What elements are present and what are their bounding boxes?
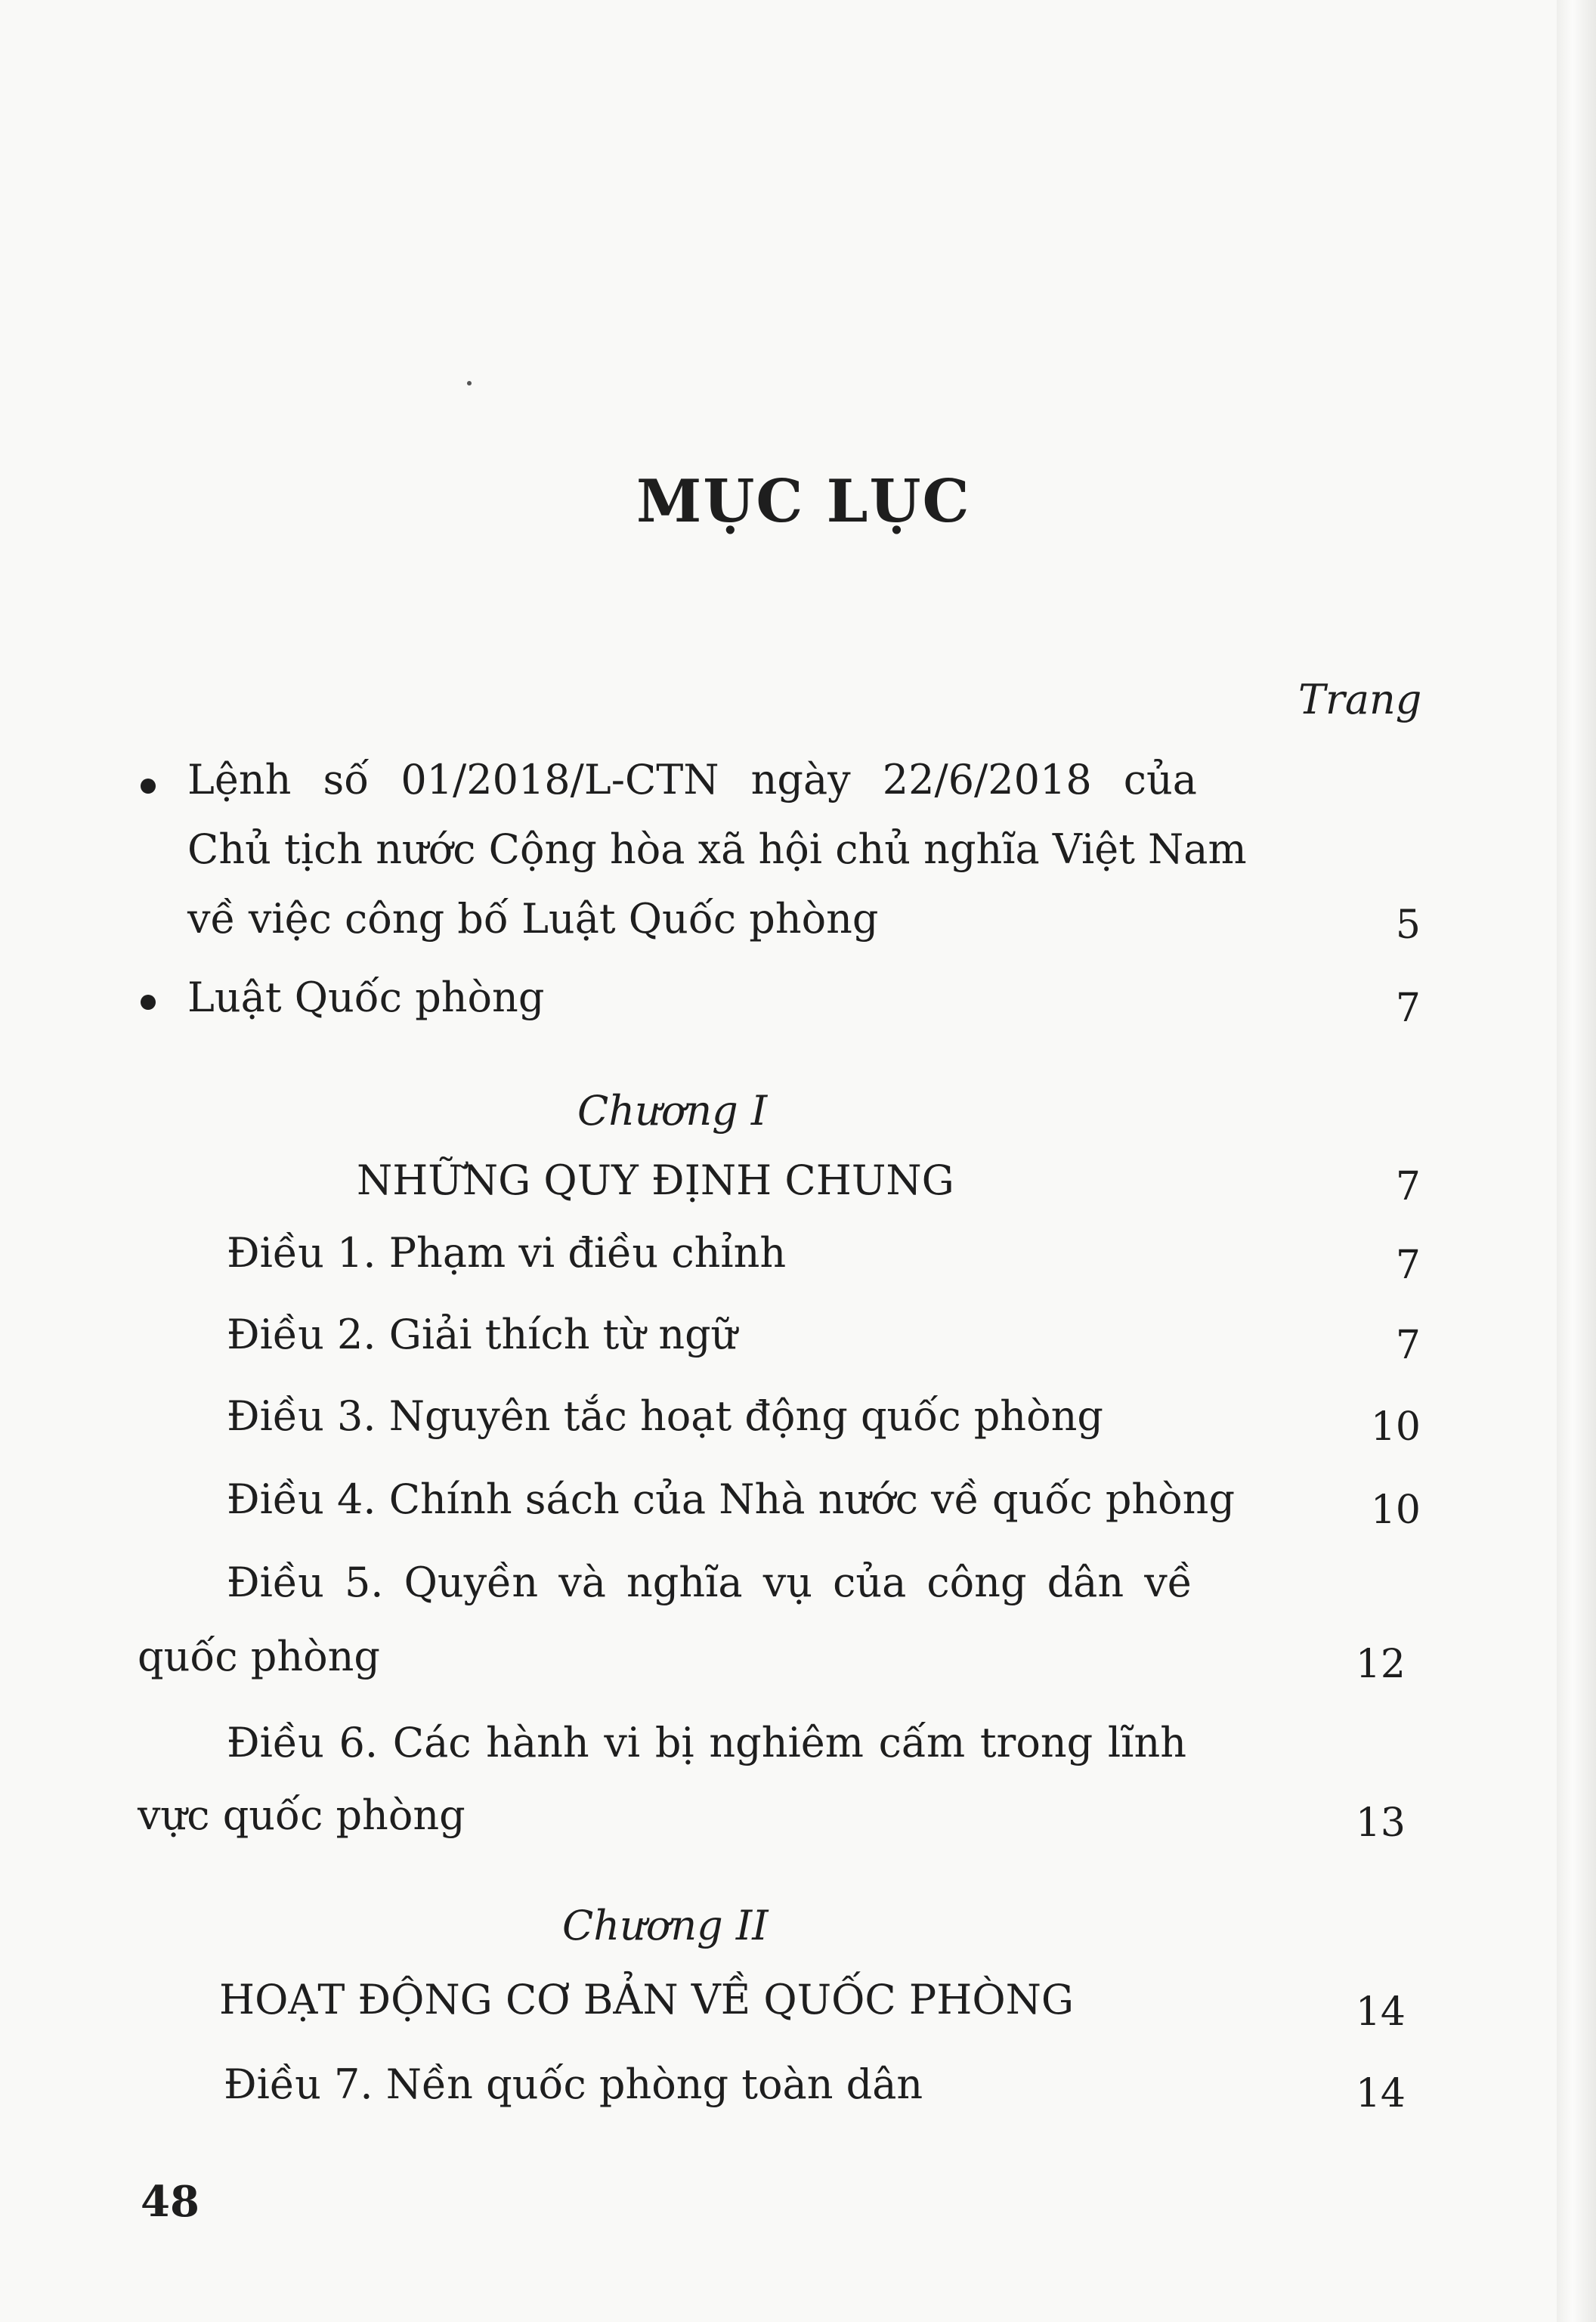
toc-entry-lenh-line3: về việc công bố Luật Quốc phòng (187, 895, 879, 943)
toc-entry-lenh-line1: Lệnh số 01/2018/L-CTN ngày 22/6/2018 của (187, 756, 1197, 803)
toc-article-6-line2: vực quốc phòng (138, 1791, 466, 1839)
toc-article-1-page: 7 (1395, 1243, 1421, 1288)
toc-article-6-line1: Điều 6. Các hành vi bị nghiêm cấm trong lĩnh (227, 1719, 1186, 1766)
toc-article-4-page: 10 (1370, 1488, 1421, 1533)
toc-article-2-page: 7 (1395, 1323, 1421, 1368)
chapter2-label: Chương II (562, 1902, 769, 1949)
toc-entry-lenh-page: 5 (1395, 902, 1421, 948)
chapter1-page: 7 (1395, 1164, 1421, 1209)
toc-article-5-line1: Điều 5. Quyền và nghĩa vụ của công dân về (227, 1559, 1192, 1606)
toc-entry-lenh-line2: Chủ tịch nước Cộng hòa xã hội chủ nghĩa Việt Nam (187, 825, 1247, 873)
toc-article-5-page: 12 (1355, 1642, 1406, 1687)
bullet-icon (141, 995, 156, 1010)
chapter1-label: Chương I (577, 1087, 768, 1135)
page-column-label: Trang (1298, 676, 1422, 723)
toc-article-1: Điều 1. Phạm vi điều chỉnh (227, 1229, 787, 1277)
toc-article-4: Điều 4. Chính sách của Nhà nước về quốc phòng (227, 1475, 1236, 1523)
chapter2-heading: HOẠT ĐỘNG CƠ BẢN VỀ QUỐC PHÒNG (219, 1976, 1074, 2023)
page-number: 48 (141, 2177, 200, 2227)
chapter2-page: 14 (1355, 1989, 1406, 2035)
toc-entry-luat-page: 7 (1395, 986, 1421, 1031)
ink-speck (467, 381, 472, 385)
toc-article-3: Điều 3. Nguyên tắc hoạt động quốc phòng (227, 1392, 1103, 1440)
bullet-icon (141, 779, 156, 794)
toc-article-5-line2: quốc phòng (138, 1633, 380, 1680)
page-edge (1557, 0, 1596, 2322)
toc-article-7: Điều 7. Nền quốc phòng toàn dân (224, 2060, 923, 2108)
toc-article-7-page: 14 (1355, 2071, 1406, 2116)
page-title: MỤC LỤC (636, 467, 971, 536)
toc-article-3-page: 10 (1370, 1404, 1421, 1450)
chapter1-heading: NHỮNG QUY ĐỊNH CHUNG (357, 1156, 954, 1204)
toc-article-2: Điều 2. Giải thích từ ngữ (227, 1311, 738, 1358)
toc-article-6-page: 13 (1355, 1800, 1406, 1846)
toc-entry-luat: Luật Quốc phòng (187, 974, 545, 1021)
